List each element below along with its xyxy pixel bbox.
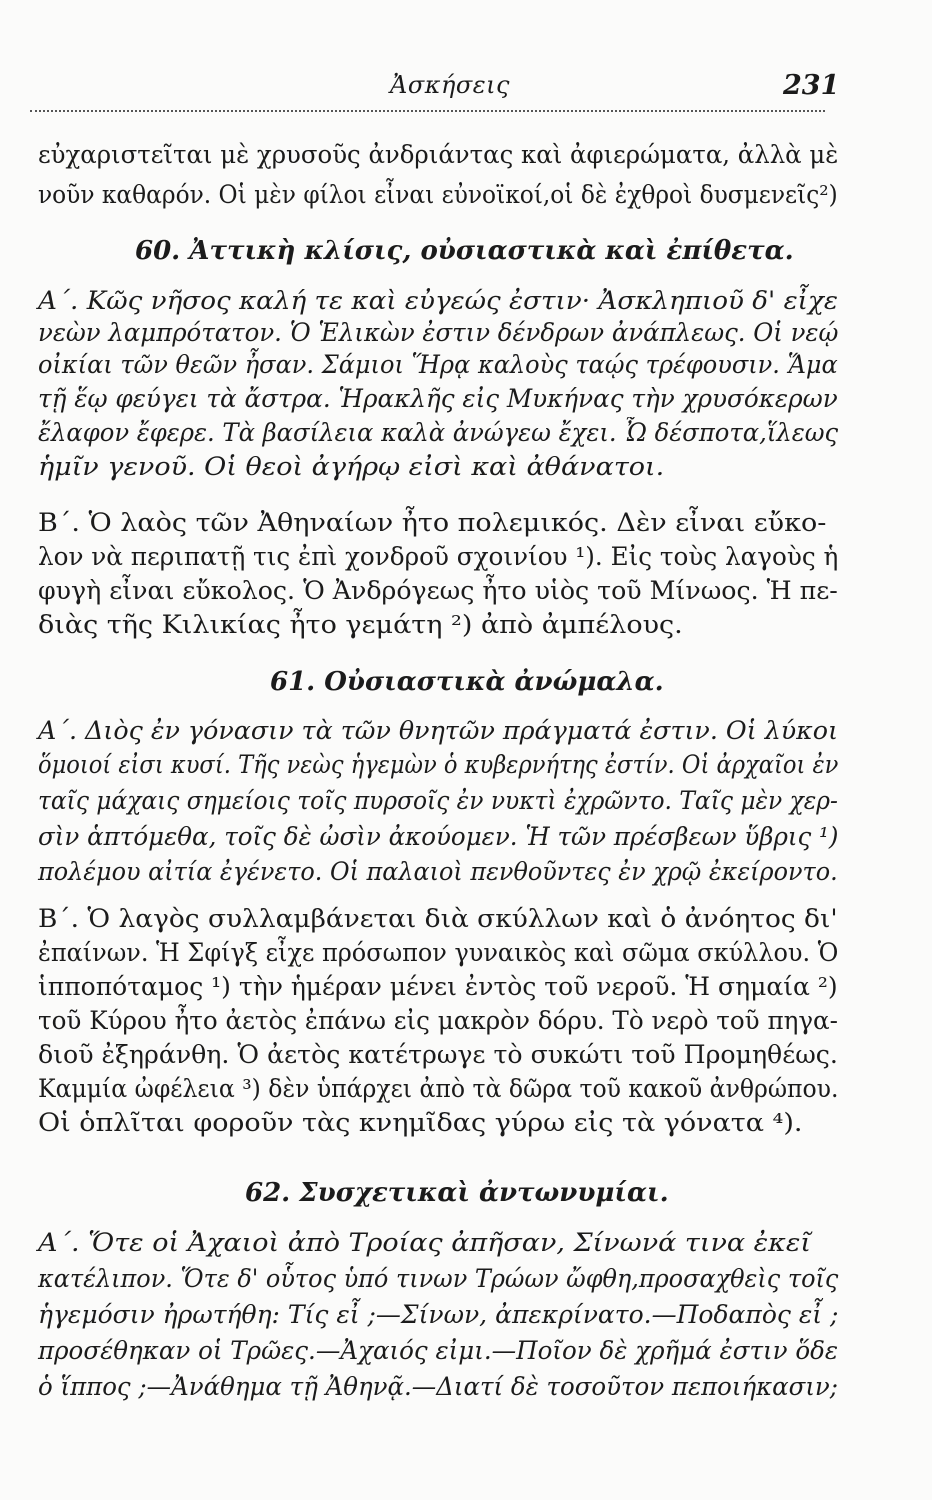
text-line: Α΄. Κῶς νῆσος καλή τε καὶ εὐγεώς ἐστιν· Ἀσκληπιοῦ δ' εἶχε xyxy=(38,286,838,315)
text-line: ἐπαίνων. Ἡ Σφίγξ εἶχε πρόσωπον γυναικὸς καὶ σῶμα σκύλλου. Ὁ xyxy=(38,938,839,967)
text-line: προσέθηκαν οἱ Τρῶες.—Ἀχαιός εἰμι.—Ποῖον δὲ χρῆμά ἐστιν ὅδε xyxy=(38,1336,839,1365)
text-line: σὶν ἁπτόμεθα, τοῖς δὲ ὠσὶν ἀκούομεν. Ἡ τῶν πρέσβεων ὕβρις ¹) xyxy=(38,822,839,851)
text-line: φυγὴ εἶναι εὔκολος. Ὁ Ἀνδρόγεως ἦτο υἱὸς τοῦ Μίνωος. Ἡ πε- xyxy=(38,576,838,605)
text-line: Β΄. Ὁ λαὸς τῶν Ἀθηναίων ἦτο πολεμικός. Δὲν εἶναι εὔκο- xyxy=(38,508,827,537)
text-line: ὅμοιοί εἰσι κυσί. Τῆς νεὼς ἡγεμὼν ὁ κυβερνήτης ἐστίν. Οἱ ἀρχαῖοι ἐν xyxy=(38,750,839,779)
header-rule xyxy=(30,110,825,112)
text-line: Α΄. Διὸς ἐν γόνασιν τὰ τῶν θνητῶν πράγματά ἐστιν. Οἱ λύκοι xyxy=(38,716,839,745)
text-line: Καμμία ὠφέλεια ³) δὲν ὑπάρχει ἀπὸ τὰ δῶρα τοῦ κακοῦ ἀνθρώπου. xyxy=(38,1074,839,1103)
text-line: ὁ ἵππος ;—Ἀνάθημα τῇ Ἀθηνᾷ.—Διατί δὲ τοσοῦτον πεποιήκασιν; xyxy=(38,1372,839,1401)
text-line: νεὼν λαμπρότατον. Ὁ Ἑλικὼν ἐστιν δένδρων ἀνάπλεως. Οἱ νεῴ xyxy=(38,318,839,347)
text-line: πολέμου αἰτία ἐγένετο. Οἱ παλαιοὶ πενθοῦντες ἐν χρῷ ἐκείροντο. xyxy=(38,857,838,886)
text-line: Α΄. Ὅτε οἱ Ἀχαιοὶ ἀπὸ Τροίας ἀπῆσαν, Σίνωνά τινα ἐκεῖ xyxy=(38,1228,811,1257)
text-line: λον νὰ περιπατῇ τις ἐπὶ χονδροῦ σχοινίου ¹). Εἰς τοὺς λαγοὺς ἡ xyxy=(38,542,839,571)
text-line: κατέλιπον. Ὅτε δ' οὗτος ὑπό τινων Τρώων ὤφθη,προσαχθεὶς τοῖς xyxy=(38,1264,839,1293)
section-heading-62: 62. Συσχετικαὶ ἀντωνυμίαι. xyxy=(245,1178,669,1208)
text-line: ταῖς μάχαις σημείοις τοῖς πυρσοῖς ἐν νυκτὶ ἐχρῶντο. Ταῖς μὲν χερ- xyxy=(38,786,838,815)
text-line: τῇ ἕῳ φεύγει τὰ ἄστρα. Ἡρακλῆς εἰς Μυκήνας τὴν χρυσόκερων xyxy=(38,384,838,413)
text-line: ἡγεμόσιν ἠρωτήθη: Τίς εἶ ;—Σίνων, ἀπεκρίνατο.—Ποδαπὸς εἶ ; xyxy=(38,1300,839,1329)
text-line: νοῦν καθαρόν. Οἱ μὲν φίλοι εἶναι εὐνοϊκοί,οἱ δὲ ἐχθροὶ δυσμενεῖς²) xyxy=(38,180,838,209)
text-line: τοῦ Κύρου ἦτο ἀετὸς ἐπάνω εἰς μακρὸν δόρυ. Τὸ νερὸ τοῦ πηγα- xyxy=(38,1006,838,1035)
text-line: Οἱ ὁπλῖται φοροῦν τὰς κνημῖδας γύρω εἰς τὰ γόνατα ⁴). xyxy=(38,1108,803,1137)
text-line: ἡμῖν γενοῦ. Οἱ θεοὶ ἀγήρῳ εἰσὶ καὶ ἀθάνατοι. xyxy=(38,452,665,481)
text-line: ἱπποπόταμος ¹) τὴν ἡμέραν μένει ἐντὸς τοῦ νεροῦ. Ἡ σημαία ²) xyxy=(38,972,838,1001)
text-line: οἰκίαι τῶν θεῶν ἦσαν. Σάμιοι Ἥρᾳ καλοὺς ταῴς τρέφουσιν. Ἅμα xyxy=(38,350,838,379)
running-header-title: Ἀσκήσεις xyxy=(390,71,510,99)
text-line: ἔλαφον ἔφερε. Τὰ βασίλεια καλὰ ἀνώγεω ἔχει. Ὦ δέσποτα,ἵλεως xyxy=(38,418,839,447)
text-line: διοῦ ἐξηράνθη. Ὁ ἀετὸς κατέτρωγε τὸ συκώτι τοῦ Προμηθέως. xyxy=(38,1040,838,1069)
page-number: 231 xyxy=(783,70,840,101)
text-line: Β΄. Ὁ λαγὸς συλλαμβάνεται διὰ σκύλλων καὶ ὁ ἀνόητος δι' xyxy=(38,904,838,933)
section-heading-60: 60. Ἀττικὴ κλίσις, οὐσιαστικὰ καὶ ἐπίθετα. xyxy=(135,236,794,266)
text-line: διὰς τῆς Κιλικίας ἦτο γεμάτη ²) ἀπὸ ἀμπέλους. xyxy=(38,610,683,639)
section-heading-61: 61. Οὐσιαστικὰ ἀνώμαλα. xyxy=(270,667,664,697)
text-line: εὐχαριστεῖται μὲ χρυσοῦς ἀνδριάντας καὶ ἀφιερώματα, ἀλλὰ μὲ xyxy=(38,140,839,169)
